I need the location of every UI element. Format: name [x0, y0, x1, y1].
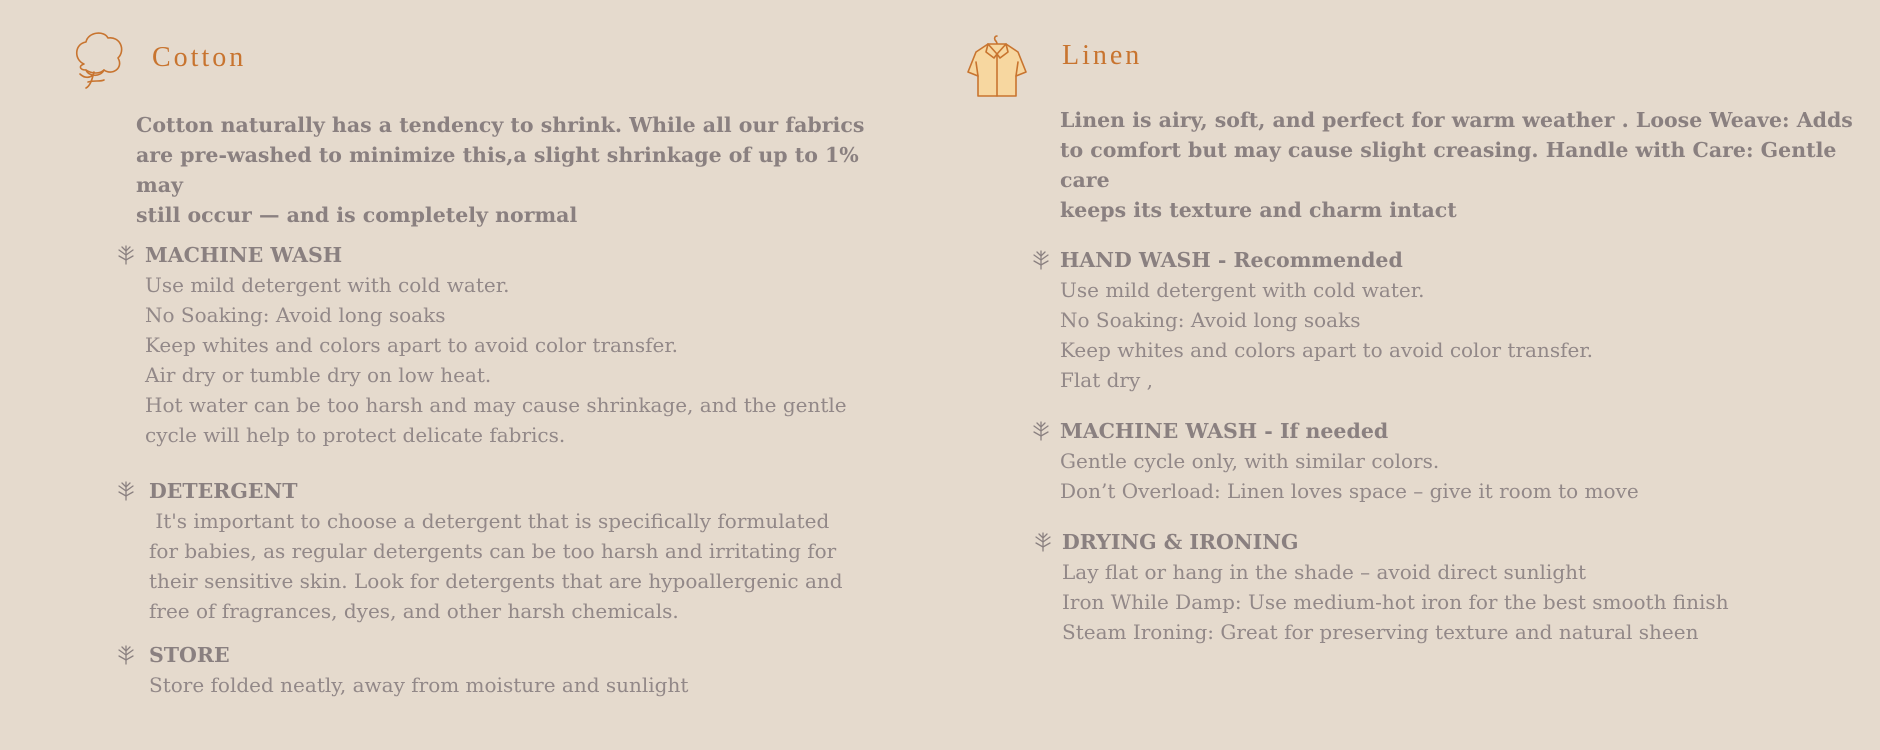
cotton-intro: [136, 110, 896, 230]
section-line: Don’t Overload: Linen loves space – give it room to move: [1060, 479, 1639, 503]
cotton-title: Cotton: [152, 42, 247, 73]
section-line: Lay flat or hang in the shade – avoid direct sunlight: [1062, 560, 1587, 584]
cotton-section-detergent: [149, 476, 909, 626]
cotton-intro-line: are pre-washed to minimize this,a slight shrinkage of up to 1% may: [136, 143, 859, 197]
section-line: Steam Ironing: Great for preserving texture and natural sheen: [1062, 620, 1699, 644]
sparkle-bullet-icon: [1030, 420, 1052, 442]
section-line: Use mild detergent with cold water.: [145, 273, 510, 297]
sparkle-bullet-icon: [115, 244, 137, 266]
sparkle-bullet-icon: [115, 644, 137, 666]
section-line: free of fragrances, dyes, and other harsh chemicals.: [149, 599, 679, 623]
section-line: Hot water can be too harsh and may cause shrinkage, and the gentle: [145, 393, 847, 417]
linen-intro-line: keeps its texture and charm intact: [1060, 198, 1457, 222]
shirt-icon: [964, 32, 1030, 98]
section-heading: STORE: [149, 643, 230, 667]
section-heading: MACHINE WASH: [145, 243, 343, 267]
section-line: Iron While Damp: Use medium-hot iron for the best smooth finish: [1062, 590, 1729, 614]
cotton-intro-line: still occur — and is completely normal: [136, 203, 578, 227]
section-line: their sensitive skin. Look for detergents that are hypoallergenic and: [149, 569, 843, 593]
linen-intro-line: to comfort but may cause slight creasing. Handle with Care: Gentle care: [1060, 138, 1837, 192]
section-heading: DETERGENT: [149, 479, 298, 503]
section-line: Use mild detergent with cold water.: [1060, 278, 1425, 302]
linen-section-drying-ironing: [1062, 527, 1842, 647]
cotton-section-machine-wash: [145, 240, 905, 450]
cotton-flower-icon: [70, 30, 128, 90]
linen-intro-line: Linen is airy, soft, and perfect for warm weather . Loose Weave: Adds: [1060, 108, 1853, 132]
section-heading: MACHINE WASH - If needed: [1060, 419, 1389, 443]
section-line: No Soaking: Avoid long soaks: [145, 303, 446, 327]
section-line: It's important to choose a detergent that is specifically formulated: [149, 509, 830, 533]
section-line: Air dry or tumble dry on low heat.: [145, 363, 492, 387]
section-line: No Soaking: Avoid long soaks: [1060, 308, 1361, 332]
section-line: Store folded neatly, away from moisture and sunlight: [149, 673, 689, 697]
sparkle-bullet-icon: [1032, 531, 1054, 553]
section-line: for babies, as regular detergents can be too harsh and irritating for: [149, 539, 837, 563]
linen-title: Linen: [1062, 40, 1143, 71]
section-line: cycle will help to protect delicate fabrics.: [145, 423, 566, 447]
sparkle-bullet-icon: [1030, 249, 1052, 271]
section-line: Keep whites and colors apart to avoid color transfer.: [145, 333, 679, 357]
section-line: Flat dry ,: [1060, 368, 1153, 392]
section-heading: DRYING & IRONING: [1062, 530, 1299, 554]
cotton-intro-line: Cotton naturally has a tendency to shrink. While all our fabrics: [136, 113, 865, 137]
sparkle-bullet-icon: [115, 480, 137, 502]
linen-intro: [1060, 105, 1860, 225]
section-line: Keep whites and colors apart to avoid color transfer.: [1060, 338, 1594, 362]
linen-section-machine-wash: [1060, 416, 1840, 506]
linen-section-hand-wash: [1060, 245, 1840, 395]
section-heading: HAND WASH - Recommended: [1060, 248, 1403, 272]
cotton-section-store: [149, 640, 909, 700]
section-line: Gentle cycle only, with similar colors.: [1060, 449, 1440, 473]
